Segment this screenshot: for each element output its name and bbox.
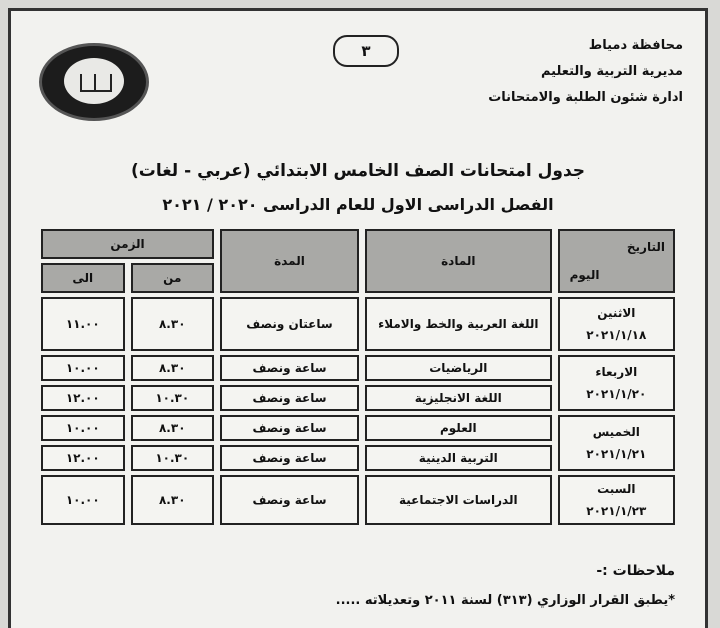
- to-cell: ١٠.٠٠: [41, 355, 125, 381]
- day-name: الخميس: [592, 425, 640, 439]
- exam-date: ٢٠٢١/١/٢٣: [586, 504, 647, 518]
- from-cell: ٨.٣٠: [131, 355, 214, 381]
- to-cell: ١٠.٠٠: [41, 415, 125, 441]
- from-header: من: [131, 263, 214, 293]
- to-cell: ١٢.٠٠: [41, 385, 125, 411]
- subject-cell: الدراسات الاجتماعية: [365, 475, 552, 525]
- to-cell: ١٠.٠٠: [41, 475, 125, 525]
- subject-cell: الرياضيات: [365, 355, 552, 381]
- to-cell: ١١.٠٠: [41, 297, 125, 351]
- from-cell: ١٠.٣٠: [131, 385, 214, 411]
- document-page: [8, 8, 708, 628]
- notes-label: ملاحظات :-: [596, 563, 675, 579]
- day-name: الاربعاء: [595, 365, 638, 379]
- day-cell: [558, 297, 675, 351]
- duration-header: المدة: [220, 229, 359, 293]
- day-header-label: اليوم: [569, 268, 600, 282]
- page-number-badge: ٣: [333, 35, 399, 67]
- duration-cell: ساعتان ونصف: [220, 297, 359, 351]
- subject-cell: التربية الدينية: [365, 445, 552, 471]
- day-name: السبت: [597, 482, 636, 496]
- day-name: الاثنين: [597, 306, 636, 320]
- date-header-label: التاريخ: [626, 240, 665, 254]
- duration-cell: ساعة ونصف: [220, 355, 359, 381]
- header-line-directorate: مديرية التربية والتعليم: [540, 64, 683, 79]
- day-cell: [558, 475, 675, 525]
- header-line-governorate: محافظة دمياط: [588, 38, 683, 53]
- subject-cell: العلوم: [365, 415, 552, 441]
- duration-cell: ساعة ونصف: [220, 415, 359, 441]
- to-cell: ١٢.٠٠: [41, 445, 125, 471]
- from-cell: ٨.٣٠: [131, 415, 214, 441]
- exam-schedule-table: [35, 225, 681, 529]
- subject-cell: اللغة العربية والخط والاملاء: [365, 297, 552, 351]
- from-cell: ٨.٣٠: [131, 475, 214, 525]
- duration-cell: ساعة ونصف: [220, 475, 359, 525]
- from-cell: ٨.٣٠: [131, 297, 214, 351]
- schedule-title: جدول امتحانات الصف الخامس الابتدائي (عربي - لغات): [130, 161, 586, 181]
- day-cell: [558, 355, 675, 411]
- subject-cell: اللغة الانجليزية: [365, 385, 552, 411]
- to-header: الى: [41, 263, 125, 293]
- date-day-header: [558, 229, 675, 293]
- ministry-header: [488, 33, 683, 111]
- duration-cell: ساعة ونصف: [220, 445, 359, 471]
- exam-date: ٢٠٢١/١/٢١: [586, 447, 647, 461]
- subject-header: المادة: [365, 229, 552, 293]
- duration-cell: ساعة ونصف: [220, 385, 359, 411]
- ministerial-decree-note: *يطبق القرار الوزاري (٣١٣) لسنة ٢٠١١ وتعديلاته .....: [335, 593, 675, 608]
- schedule-subtitle: الفصل الدراسى الاول للعام الدراسى ٢٠٢٠ / ٢٠٢١: [162, 195, 554, 214]
- time-header: الزمن: [41, 229, 214, 259]
- header-line-administration: ادارة شئون الطلبة والامتحانات: [488, 90, 683, 105]
- ministry-logo: [39, 43, 149, 121]
- day-cell: [558, 415, 675, 471]
- from-cell: ١٠.٣٠: [131, 445, 214, 471]
- book-icon: [80, 74, 112, 92]
- logo-center: [64, 58, 124, 104]
- exam-date: ٢٠٢١/١/١٨: [586, 328, 647, 342]
- exam-date: ٢٠٢١/١/٢٠: [586, 387, 647, 401]
